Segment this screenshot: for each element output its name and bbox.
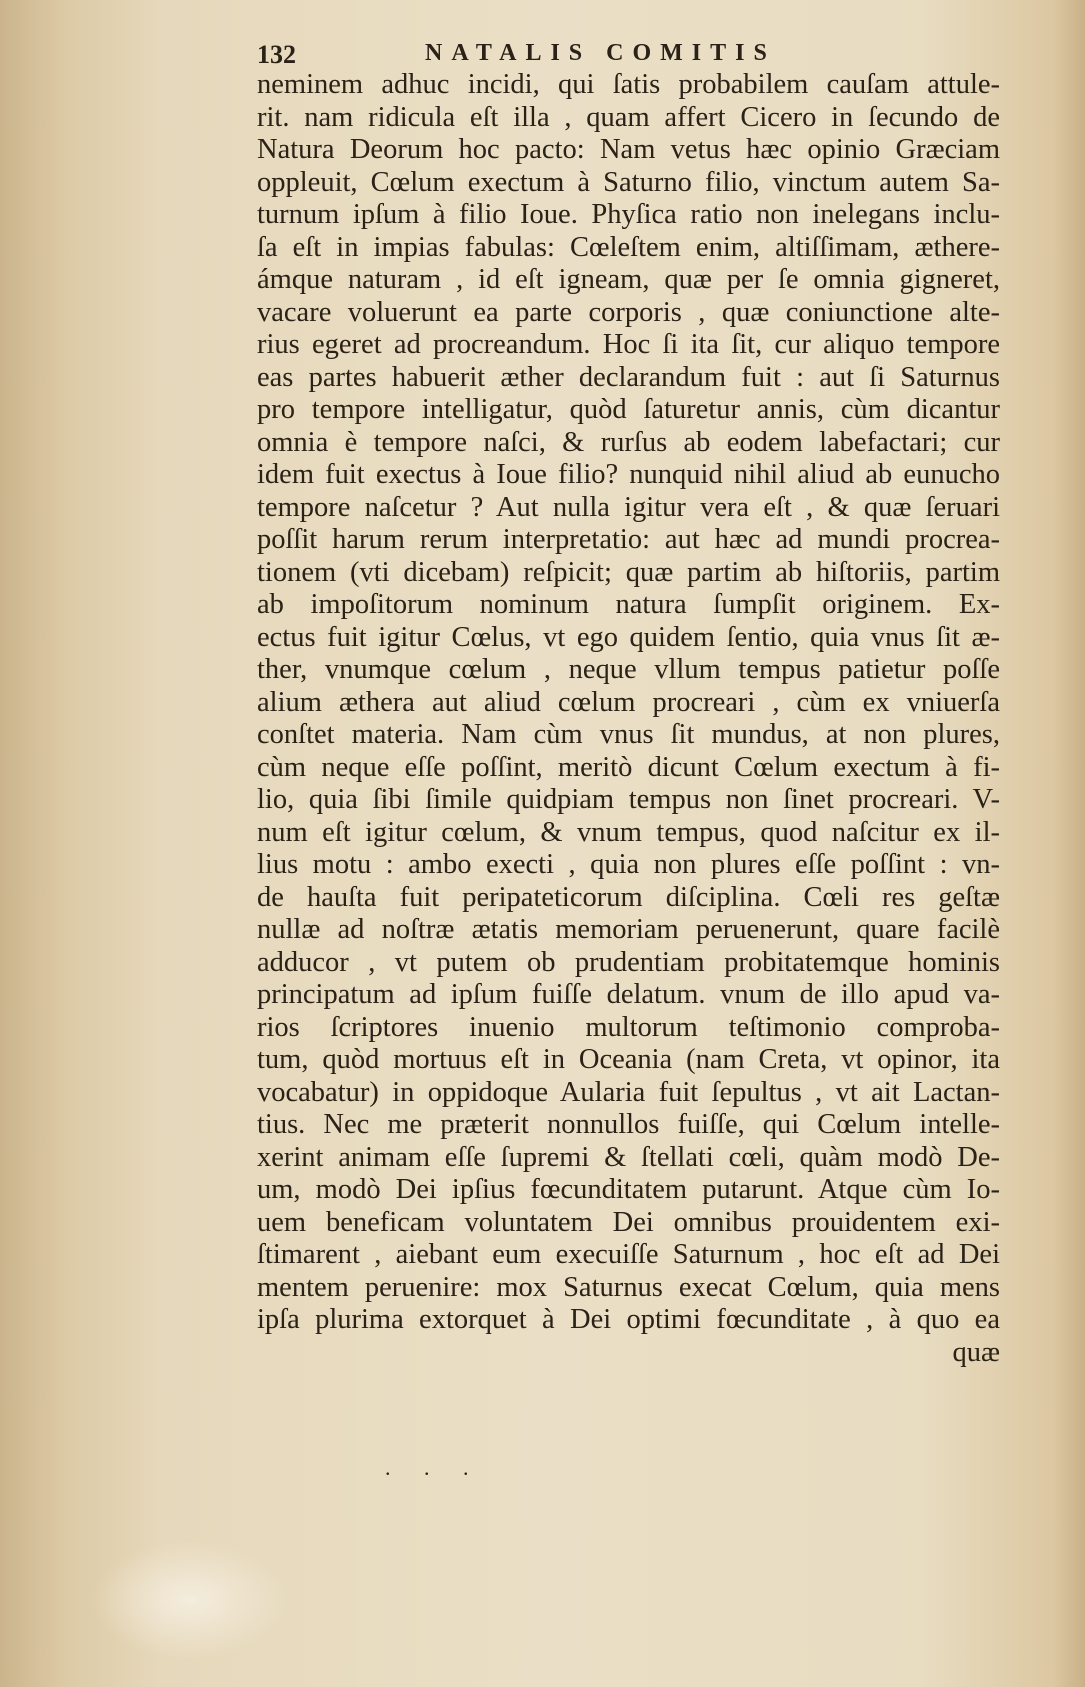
text-line: Natura Deorum hoc pacto: Nam vetus hæc opinio Græciam: [257, 134, 1000, 165]
running-title: NATALIS COMITIS: [425, 40, 776, 66]
text-line: idem fuit exectus à Ioue filio? nunquid nihil aliud ab eunucho: [257, 459, 1000, 490]
text-line: oppleuit, Cœlum exectum à Saturno filio, vinctum autem Sa-: [257, 166, 1000, 198]
catchword: quæ: [952, 1336, 1000, 1368]
text-line: omnia è tempore naſci, & rurſus ab eodem labefactari; cur: [257, 426, 1000, 458]
text-line: nullæ ad noſtræ ætatis memoriam peruenerunt, quare facilè: [257, 914, 1000, 945]
text-line: ſtimarent , aiebant eum execuiſſe Saturnum , hoc eſt ad Dei: [257, 1239, 1000, 1270]
text-line: rios ſcriptores inuenio multorum teſtimonio comproba-: [257, 1011, 1000, 1043]
text-line: eas partes habuerit æther declarandum fuit : aut ſi Saturnus: [257, 361, 1000, 393]
text-line: ectus fuit igitur Cœlus, vt ego quidem ſentio, quia vnus ſit æ-: [257, 621, 1000, 653]
page-number: 132: [257, 40, 296, 69]
ink-specks: . . .: [385, 1455, 483, 1480]
text-line: lio, quia ſibi ſimile quidpiam tempus non ſinet procreari. V-: [257, 784, 1000, 815]
text-line: tum, quòd mortuus eſt in Oceania (nam Creta, vt opinor, ita: [257, 1044, 1000, 1075]
text-line: uem beneficam voluntatem Dei omnibus prouidentem exi-: [257, 1206, 1000, 1238]
text-line: conſtet materia. Nam cùm vnus ſit mundus, at non plures,: [257, 719, 1000, 750]
text-line: num eſt igitur cœlum, & vnum tempus, quod naſcitur ex il-: [257, 816, 1000, 848]
text-line: tempore naſcetur ? Aut nulla igitur vera eſt , & quæ ſeruari: [257, 491, 1000, 523]
body-text: [257, 69, 1000, 1369]
text-line: neminem adhuc incidi, qui ſatis probabilem cauſam attule-: [257, 69, 1000, 100]
text-line: ſa eſt in impias fabulas: Cœleſtem enim, altiſſimam, æthere-: [257, 231, 1000, 263]
text-line: poſſit harum rerum interpretatio: aut hæc ad mundi procrea-: [257, 524, 1000, 555]
text-line: vocabatur) in oppidoque Aularia fuit ſepultus , vt ait Lactan-: [257, 1076, 1000, 1108]
text-line: xerint animam eſſe ſupremi & ſtellati cœli, quàm modò De-: [257, 1141, 1000, 1173]
text-line: ámque naturam , id eſt igneam, quæ per ſe omnia gigneret,: [257, 264, 1000, 295]
text-line: tionem (vti dicebam) reſpicit; quæ partim ab hiſtoriis, partim: [257, 556, 1000, 588]
text-line: rit. nam ridicula eſt illa , quam affert Cicero in ſecundo de: [257, 101, 1000, 133]
text-line: ab impoſitorum nominum natura ſumpſit originem. Ex-: [257, 589, 1000, 620]
text-line: ther, vnumque cœlum , neque vllum tempus patietur poſſe: [257, 654, 1000, 685]
text-line: mentem peruenire: mox Saturnus execat Cœlum, quia mens: [257, 1271, 1000, 1303]
text-line: de hauſta fuit peripateticorum diſciplina. Cœli res geſtæ: [257, 881, 1000, 913]
text-line: adducor , vt putem ob prudentiam probitatemque hominis: [257, 946, 1000, 978]
text-line: turnum ipſum à filio Ioue. Phyſica ratio non inelegans inclu-: [257, 199, 1000, 230]
text-line: vacare voluerunt ea parte corporis , quæ coniunctione alte-: [257, 296, 1000, 328]
text-line: cùm neque eſſe poſſint, meritò dicunt Cœlum exectum à fi-: [257, 751, 1000, 783]
text-line: tius. Nec me præterit nonnullos fuiſſe, qui Cœlum intelle-: [257, 1109, 1000, 1140]
text-line: lius motu : ambo execti , quia non plures eſſe poſſint : vn-: [257, 849, 1000, 880]
text-line: rius egeret ad procreandum. Hoc ſi ita ſit, cur aliquo tempore: [257, 329, 1000, 360]
text-line: principatum ad ipſum fuiſſe delatum. vnum de illo apud va-: [257, 979, 1000, 1010]
text-line: alium æthera aut aliud cœlum procreari , cùm ex vniuerſa: [257, 686, 1000, 718]
text-line: um, modò Dei ipſius fœcunditatem putarunt. Atque cùm Io-: [257, 1174, 1000, 1205]
text-line: pro tempore intelligatur, quòd ſaturetur annis, cùm dicantur: [257, 394, 1000, 425]
paper-stain: [90, 1540, 290, 1660]
text-line: ipſa plurima extorquet à Dei optimi fœcunditate , à quo ea: [257, 1304, 1000, 1335]
